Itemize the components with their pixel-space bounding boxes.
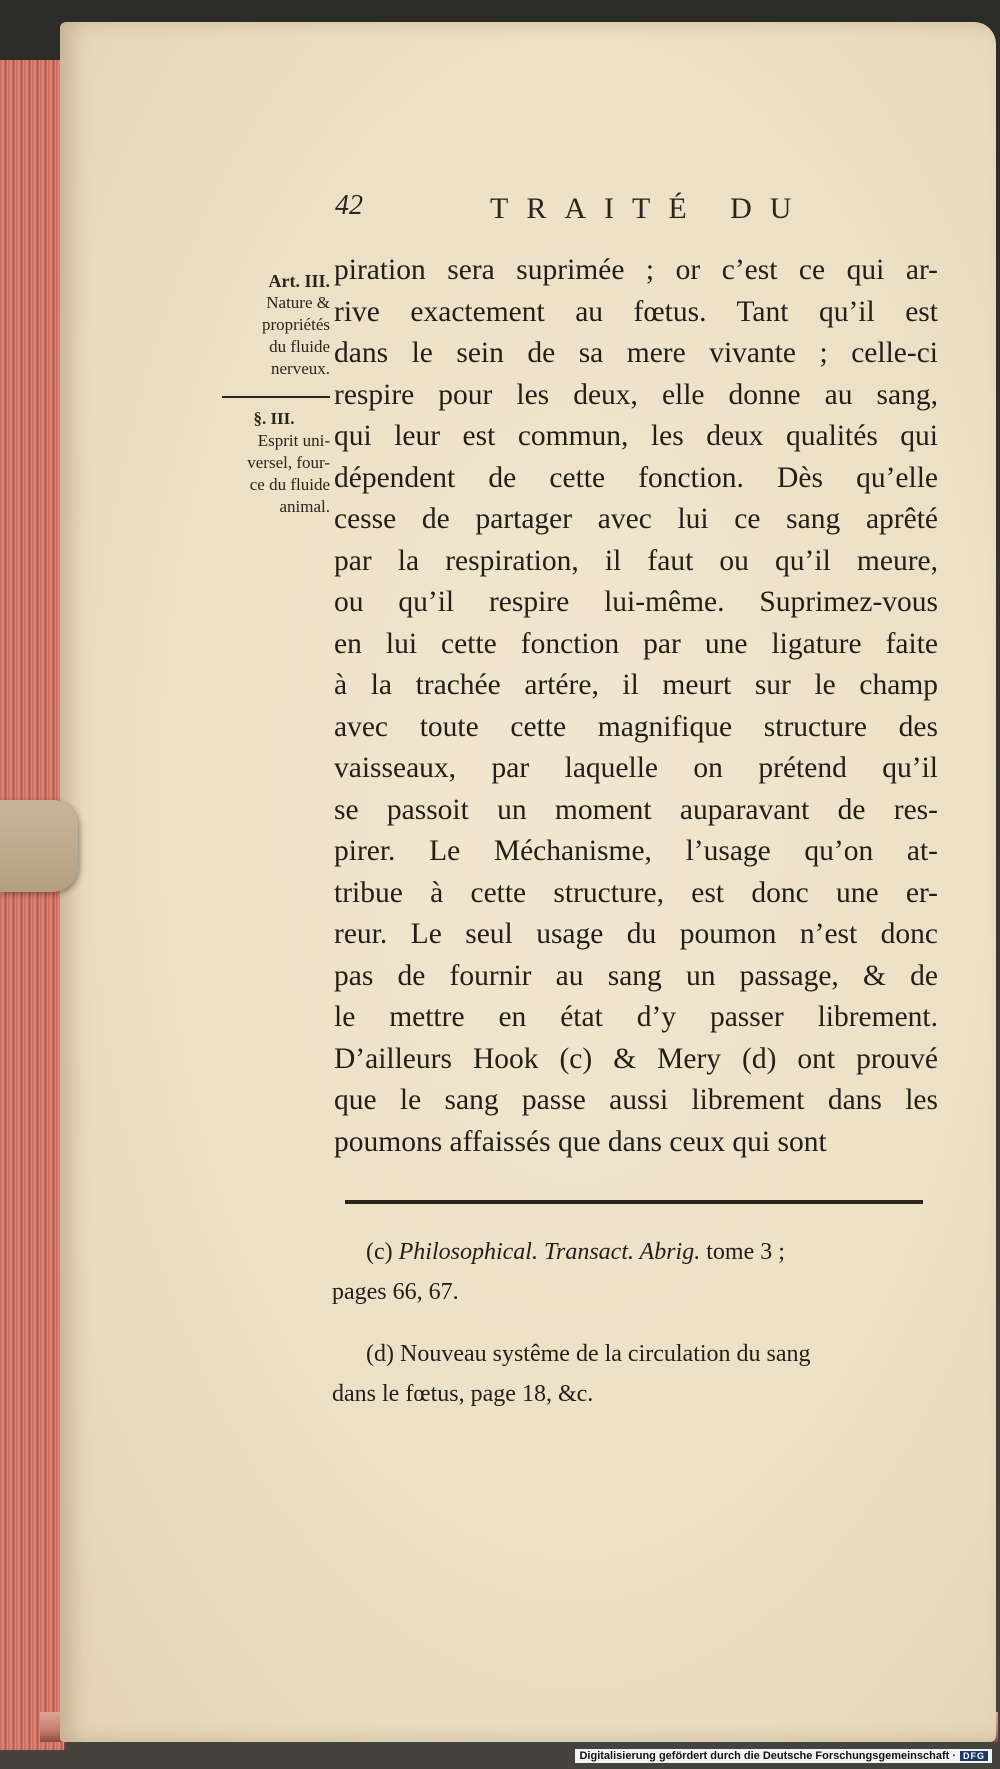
margin-notes <box>218 270 330 518</box>
text-line: se passoit un moment auparavant de res- <box>334 793 938 826</box>
text-line: le mettre en état d’y passer librement. <box>334 1001 938 1033</box>
margin-note-divider <box>222 396 330 398</box>
digitization-credit <box>575 1749 992 1763</box>
footnote-rule <box>345 1200 923 1204</box>
text-line: dans le sein de sa mere vivante ; celle-ci <box>334 337 938 369</box>
footnote-d-text: Nouveau systême de la circulation du sang <box>399 1341 811 1367</box>
main-text <box>334 250 938 1163</box>
footnote-c <box>332 1232 932 1272</box>
margin-note-line: versel, four- <box>247 453 330 472</box>
footnotes <box>332 1232 932 1414</box>
footnote-d-line2: dans le fœtus, page 18, &c. <box>332 1381 594 1407</box>
text-line: à la trachée artére, il meurt sur le champ <box>334 669 938 701</box>
text-line: pas de fournir au sang un passage, & de <box>334 959 938 992</box>
margin-note-section: §. III. <box>253 409 295 428</box>
text-line: qui leur est commun, les deux qualités qui <box>334 420 938 452</box>
page-number: 42 <box>335 190 363 221</box>
credit-text: Digitalisierung gefördert durch die Deutsche Forschungsgemeinschaft · <box>579 1750 956 1762</box>
dfg-logo: DFG <box>960 1751 988 1761</box>
footnote-c-title: Philosophical. Transact. Abrig. <box>398 1239 701 1265</box>
margin-note-line: Nature & <box>266 293 330 312</box>
footnote-c-rest: tome 3 ; <box>706 1239 785 1265</box>
text-line: pirer. Le Méchanisme, l’usage qu’on at- <box>334 835 938 867</box>
text-line: D’ailleurs Hook (c) & Mery (d) ont prouvé <box>334 1042 938 1075</box>
text-line: tribue à cette structure, est donc une er- <box>334 876 938 909</box>
text-line: en lui cette fonction par une ligature faite <box>334 627 938 660</box>
footnote-c-line2: pages 66, 67. <box>332 1279 459 1305</box>
text-line: cesse de partager avec lui ce sang aprêté <box>334 503 938 535</box>
text-line: reur. Le seul usage du poumon n’est donc <box>334 918 938 950</box>
margin-note-line: Esprit uni- <box>257 431 330 450</box>
text-line: poumons affaissés que dans ceux qui sont <box>334 1125 827 1158</box>
margin-note-line: animal. <box>279 497 330 516</box>
bookmark-tab <box>0 800 78 892</box>
text-line: par la respiration, il faut ou qu’il meure, <box>334 544 938 577</box>
text-line: piration sera suprimée ; or c’est ce qui ar- <box>334 254 938 286</box>
page-header <box>335 190 845 234</box>
text-line: avec toute cette magnifique structure des <box>334 710 938 743</box>
text-line: vaisseaux, par laquelle on prétend qu’il <box>334 752 938 784</box>
text-line: rive exactement au fœtus. Tant qu’il est <box>334 295 938 328</box>
text-line: dépendent de cette fonction. Dès qu’elle <box>334 461 938 494</box>
margin-note-line: ce du fluide <box>249 475 330 494</box>
footnote-gap <box>332 1312 932 1334</box>
text-line: ou qu’il respire lui-même. Suprimez-vous <box>334 586 938 618</box>
running-head: TRAITÉ DU <box>490 192 810 225</box>
margin-note-line: nerveux. <box>270 359 330 378</box>
margin-note-article: Art. III. <box>268 271 330 291</box>
footnote-d <box>332 1334 932 1374</box>
book-page-edges <box>0 60 66 1750</box>
footnote-c-marker: (c) <box>366 1239 393 1265</box>
text-line: que le sang passe aussi librement dans les <box>334 1084 938 1116</box>
footnote-d-marker: (d) <box>366 1341 394 1367</box>
margin-note-line: propriétés <box>262 315 330 334</box>
text-line: respire pour les deux, elle donne au sang, <box>334 378 938 411</box>
margin-note-line: du fluide <box>269 337 330 356</box>
